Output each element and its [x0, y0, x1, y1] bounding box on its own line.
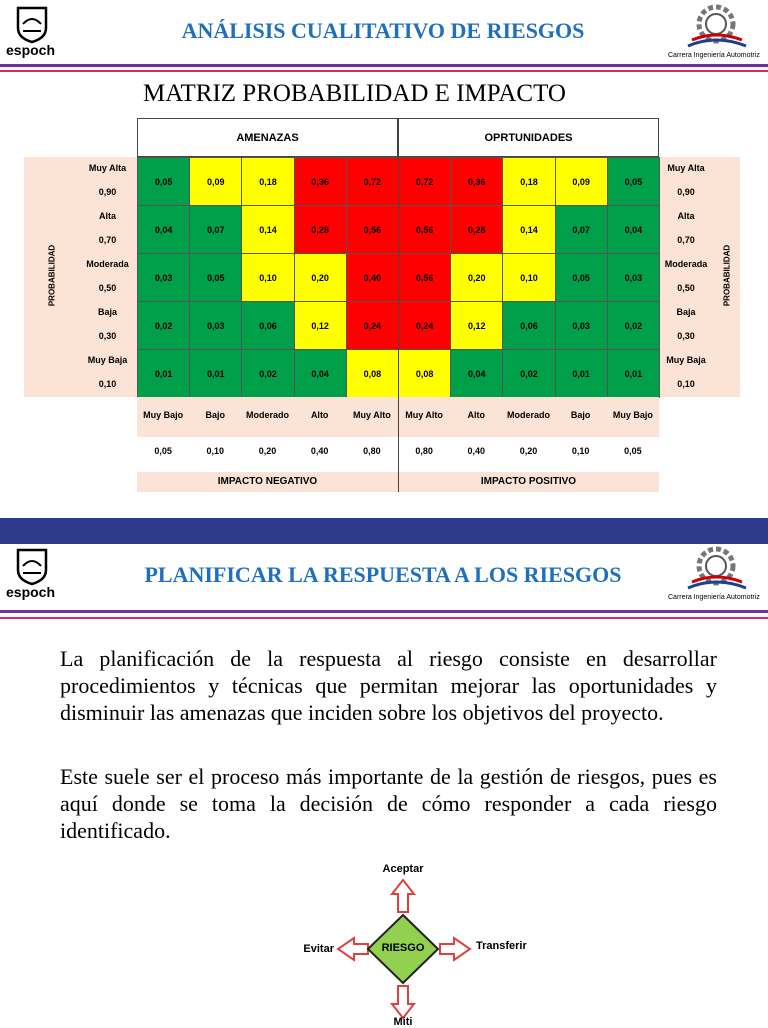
prob-level-value: 0,30	[98, 331, 117, 341]
prob-level-label: Muy Alta	[88, 163, 127, 173]
title-rule-purple	[0, 610, 768, 613]
matrix-cell: 0,24	[398, 301, 451, 350]
slide-2-title: PLANIFICAR LA RESPUESTA A LOS RIESGOS	[144, 562, 622, 587]
arrow-right-icon	[440, 938, 470, 960]
matrix-cell: 0,20	[294, 253, 347, 302]
title-rule-red	[0, 617, 768, 619]
automotriz-logo-text: Carrera Ingeniería Automotriz	[668, 52, 760, 59]
matrix-cell: 0,04	[450, 349, 503, 398]
matrix-cell: 0,20	[450, 253, 503, 302]
matrix-cell: 0,56	[346, 205, 399, 254]
header-threats: AMENAZAS	[137, 118, 398, 157]
matrix-cell: 0,72	[398, 157, 451, 206]
matrix-cell: 0,04	[137, 205, 190, 254]
matrix-cell: 0,04	[607, 205, 660, 254]
gear-car-icon	[664, 544, 768, 592]
matrix-cell: 0,10	[502, 253, 555, 302]
matrix-cell: 0,28	[294, 205, 347, 254]
prob-level-value: 0,90	[677, 187, 695, 197]
impact-pos-value: 0,20	[519, 446, 538, 456]
matrix-cell: 0,12	[450, 301, 503, 350]
slide-separator-band	[0, 518, 768, 544]
matrix-cell: 0,02	[137, 301, 190, 350]
impact-neg-value: 0,05	[154, 446, 172, 456]
diagram-top-label: Aceptar	[382, 863, 424, 875]
matrix-cell: 0,24	[346, 301, 399, 350]
impact-pos-value: 0,10	[571, 446, 590, 456]
matrix-cell: 0,02	[241, 349, 294, 398]
impact-neg-label: Alto	[310, 410, 329, 420]
espoch-shield-icon	[4, 4, 60, 44]
prob-level-label: Moderada	[664, 259, 708, 269]
prob-axis-label-right: PROBABILIDAD	[722, 244, 732, 307]
matrix-cell: 0,09	[555, 157, 608, 206]
prob-level-label: Alta	[98, 211, 116, 221]
matrix-cell: 0,04	[294, 349, 347, 398]
risk-response-diagram	[280, 858, 540, 1028]
prob-level-value: 0,50	[98, 283, 117, 293]
matrix-cell: 0,05	[189, 253, 242, 302]
matrix-cell: 0,08	[346, 349, 399, 398]
diagram-right-label: Transferir	[476, 940, 527, 952]
diagram-left-label: Evitar	[303, 943, 334, 955]
espoch-logo-text: espoch	[6, 42, 56, 58]
arrow-down-icon	[392, 986, 414, 1018]
matrix-cell: 0,09	[189, 157, 242, 206]
gear-car-icon	[664, 2, 768, 50]
prob-level-value: 0,30	[677, 331, 695, 341]
paragraph-2: Este suele ser el proceso más importante de la gestión de riesgos, pues es aquí donde se toma la decisión de cómo responder a cada riesgo identificado.	[60, 764, 717, 843]
arrow-left-icon	[338, 938, 368, 960]
prob-level-value: 0,70	[98, 235, 117, 245]
title-rule-red	[0, 70, 768, 72]
matrix-cell: 0,06	[241, 301, 294, 350]
matrix-cell: 0,18	[502, 157, 555, 206]
impact-pos-value: 0,05	[624, 446, 642, 456]
prob-level-value: 0,50	[677, 283, 695, 293]
matrix-cell: 0,01	[607, 349, 660, 398]
impact-pos-label: Muy Alto	[405, 410, 443, 420]
impact-neg-value: 0,40	[310, 446, 329, 456]
matrix-cell: 0,03	[137, 253, 190, 302]
impact-pos-value: 0,40	[467, 446, 486, 456]
espoch-shield-icon	[4, 546, 60, 586]
slide-1-title: ANÁLISIS CUALITATIVO DE RIESGOS	[181, 18, 585, 43]
matrix-cell: 0,02	[607, 301, 660, 350]
prob-level-label: Moderada	[86, 259, 129, 269]
impact-positive-title: IMPACTO POSITIVO	[480, 476, 577, 487]
matrix-cell: 0,07	[189, 205, 242, 254]
espoch-logo	[4, 546, 60, 604]
matrix-cell: 0,06	[502, 301, 555, 350]
header-opportunities: OPRTUNIDADES	[398, 118, 659, 157]
matrix-cell: 0,03	[607, 253, 660, 302]
matrix-cell: 0,05	[555, 253, 608, 302]
impact-neg-value: 0,80	[363, 446, 381, 456]
impact-pos-label: Alto	[467, 410, 486, 420]
prob-level-value: 0,10	[677, 379, 695, 389]
impact-neg-value: 0,10	[206, 446, 225, 456]
prob-level-value: 0,90	[98, 187, 117, 197]
impact-neg-label: Muy Alto	[353, 410, 391, 420]
prob-level-label: Muy Baja	[666, 355, 706, 365]
matrix-cell: 0,14	[241, 205, 294, 254]
impact-neg-label: Moderado	[245, 410, 289, 420]
matrix-cell: 0,05	[137, 157, 190, 206]
matrix-cell: 0,03	[555, 301, 608, 350]
espoch-logo	[4, 4, 60, 62]
matrix-cell: 0,01	[189, 349, 242, 398]
impact-neg-label: Muy Bajo	[143, 410, 184, 420]
impact-pos-label: Bajo	[570, 410, 591, 420]
matrix-cell: 0,36	[450, 157, 503, 206]
prob-axis-label-left: PROBABILIDAD	[47, 244, 57, 307]
impact-neg-label: Bajo	[205, 410, 226, 420]
matrix-cell: 0,12	[294, 301, 347, 350]
automotriz-logo	[664, 544, 768, 604]
prob-level-label: Alta	[677, 211, 695, 221]
matrix-cell: 0,56	[398, 205, 451, 254]
prob-level-label: Baja	[676, 307, 696, 317]
matrix-cell: 0,05	[607, 157, 660, 206]
impact-neg-value: 0,20	[258, 446, 277, 456]
matrix-cell: 0,08	[398, 349, 451, 398]
matrix-cell: 0,10	[241, 253, 294, 302]
matrix-cell: 0,07	[555, 205, 608, 254]
prob-level-label: Muy Baja	[87, 355, 128, 365]
espoch-logo-text: espoch	[6, 584, 56, 600]
paragraph-1: La planificación de la respuesta al riesgo consiste en desarrollar procedimientos y técnicas que permitan mejorar las oportunidades y disminuir las amenazas que inciden sobre los objetivos del proyecto.	[60, 646, 717, 725]
title-rule-purple	[0, 64, 768, 67]
matrix-cell: 0,14	[502, 205, 555, 254]
matrix-cell: 0,18	[241, 157, 294, 206]
impact-pos-label: Muy Bajo	[612, 410, 653, 420]
prob-level-label: Baja	[97, 307, 117, 317]
impact-pos-value: 0,80	[415, 446, 433, 456]
matrix-center-divider	[398, 118, 399, 492]
arrow-up-icon	[392, 880, 414, 912]
prob-level-label: Muy Alta	[667, 163, 705, 173]
matrix-cell: 0,72	[346, 157, 399, 206]
matrix-cell: 0,01	[137, 349, 190, 398]
matrix-title: MATRIZ PROBABILIDAD E IMPACTO	[143, 80, 566, 107]
impact-pos-label: Moderado	[506, 410, 550, 420]
automotriz-logo	[664, 2, 768, 62]
matrix-cell: 0,56	[398, 253, 451, 302]
matrix-cell: 0,40	[346, 253, 399, 302]
matrix-cell: 0,01	[555, 349, 608, 398]
impact-negative-title: IMPACTO NEGATIVO	[217, 476, 318, 487]
matrix-cell: 0,36	[294, 157, 347, 206]
matrix-cell: 0,03	[189, 301, 242, 350]
automotriz-logo-text: Carrera Ingeniería Automotriz	[668, 594, 760, 601]
matrix-cell: 0,28	[450, 205, 503, 254]
matrix-cell: 0,02	[502, 349, 555, 398]
prob-level-value: 0,70	[677, 235, 695, 245]
prob-level-value: 0,10	[98, 379, 117, 389]
diagram-center-label: RIESGO	[381, 942, 425, 954]
diagram-bottom-label: Miti	[393, 1016, 413, 1028]
